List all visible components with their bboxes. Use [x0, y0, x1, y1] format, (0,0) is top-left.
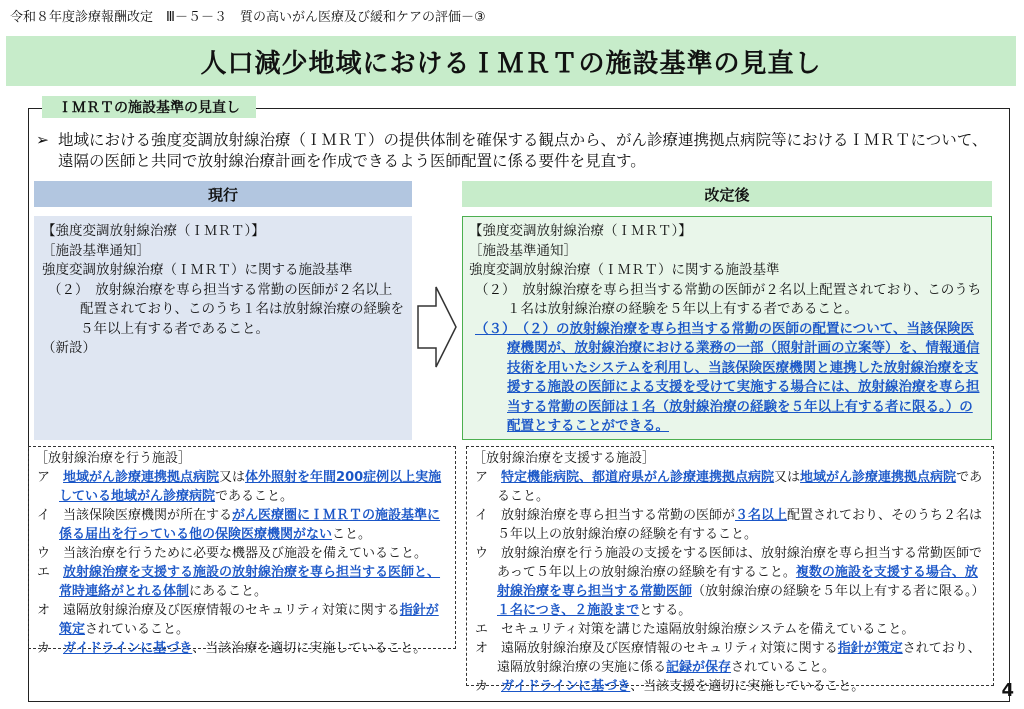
- treating-facility-title: ［放射線治療を行う施設］: [35, 451, 192, 466]
- highlighted-text: 地域がん診療連携拠点病院: [800, 470, 957, 485]
- item-marker: イ: [475, 508, 502, 523]
- current-new-note: （新設）: [42, 340, 96, 356]
- item-text: であること。: [215, 489, 294, 504]
- current-line: 強度変調放射線治療（ＩＭＲＴ）に関する施設基準: [42, 262, 353, 278]
- item-marker: オ: [475, 641, 502, 656]
- item-text: されていること。: [85, 622, 190, 637]
- lead-text: 地域における強度変調放射線治療（ＩＭＲＴ）の提供体制を確保する観点から、がん診療連携拠点病院等におけるＩＭＲＴについて、遠隔の医師と共同で放射線治療計画を作成できるよう医師配置に係る要件を見直す。: [58, 131, 988, 170]
- list-item: [473, 620, 987, 639]
- item-marker: カ: [37, 641, 64, 656]
- highlighted-text: 指針が策定: [59, 603, 439, 637]
- revised-box: [462, 216, 992, 440]
- item-text: こと。: [332, 527, 372, 542]
- item-text: （放射線治療の経験を５年以上有する者に限る。）: [692, 584, 985, 599]
- revised-line: ［施設基準通知］: [469, 242, 577, 259]
- item-marker: ウ: [475, 546, 502, 561]
- arrow-bullet-icon: ➢: [36, 131, 49, 149]
- item-text: 遠隔放射線治療及び医療情報のセキュリティ対策に関する: [63, 603, 400, 618]
- current-box: [34, 216, 412, 440]
- item-text: 放射線治療を行う施設の支援をする医師は、放射線治療を専ら担当する常勤医師であって５年以上の放射線治療の経験を有すること。: [497, 546, 983, 580]
- current-line: 【強度変調放射線治療（ＩＭＲＴ）】: [42, 223, 265, 239]
- highlighted-text: ガイドラインに基づき: [501, 679, 631, 694]
- right-arrow-icon: [416, 284, 458, 370]
- item-text: 遠隔放射線治療及び医療情報のセキュリティ対策に関する: [501, 641, 838, 656]
- current-line: ［施設基準通知］: [42, 242, 150, 259]
- item-text: 、当該支援を適切に実施していること。: [630, 679, 865, 694]
- list-item: [473, 544, 987, 620]
- highlighted-text: 複数の施設を支援する場合、放射線治療を専ら担当する常勤医師: [497, 565, 978, 599]
- supporting-facility-box: [466, 446, 994, 694]
- item-text: にあること。: [189, 584, 268, 599]
- list-item: [473, 468, 987, 506]
- highlighted-text: １名につき、２施設まで: [497, 603, 640, 618]
- revised-item-2: （２） 放射線治療を専ら担当する常勤の医師が２名以上配置されており、このうち１名は放射線治療の経験を５年以上有する者であること。: [475, 281, 982, 317]
- list-item: [35, 601, 449, 639]
- highlighted-text: がん医療圏にＩＭＲＴの施設基準に係る届出を行っている他の保険医療機関がない: [59, 508, 441, 542]
- item-text: 又は: [774, 470, 801, 485]
- item-text: 当該治療を行うために必要な機器及び施設を備えていること。: [63, 546, 428, 561]
- item-text: 又は: [219, 470, 246, 485]
- supporting-facility-title: ［放射線治療を支援する施設］: [473, 451, 656, 466]
- list-item: [35, 506, 449, 544]
- item-text: されており、遠隔放射線治療の実施に係る: [497, 641, 981, 675]
- revised-line: 【強度変調放射線治療（ＩＭＲＴ）】: [469, 223, 692, 239]
- item-text: されていること。: [731, 660, 836, 675]
- item-marker: エ: [475, 622, 502, 637]
- treating-facility-list: [35, 468, 449, 658]
- item-text: 配置されており、そのうち２名は５年以上の放射線治療の経験を有すること。: [497, 508, 983, 542]
- revised-line: 強度変調放射線治療（ＩＭＲＴ）に関する施設基準: [469, 262, 780, 278]
- highlighted-text: ガイドラインに基づき: [63, 641, 193, 656]
- item-text: 放射線治療を専ら担当する常勤の医師が: [501, 508, 736, 523]
- item-marker: ア: [475, 470, 502, 485]
- highlighted-text: 記録が保存: [666, 660, 732, 675]
- item-marker: イ: [37, 508, 64, 523]
- breadcrumb: 令和８年度診療報酬改定 Ⅲ－５－３ 質の高いがん医療及び緩和ケアの評価－③: [10, 10, 486, 25]
- list-item: [473, 677, 987, 696]
- item-marker: カ: [475, 679, 502, 694]
- highlighted-text: ３名以上: [735, 508, 788, 523]
- highlighted-text: 体外照射を年間200症例以上実施している地域がん診療病院: [59, 470, 442, 504]
- list-item: [35, 563, 449, 601]
- item-text: 、当該治療を適切に実施していること。: [192, 641, 427, 656]
- highlighted-text: 放射線治療を支援する施設の放射線治療を専ら担当する医師と、常時連絡がとれる体制: [59, 565, 441, 599]
- current-item-2: （２） 放射線治療を専ら担当する常勤の医師が２名以上配置されており、このうち１名は放射線治療の経験を５年以上有する者であること。: [48, 281, 404, 337]
- item-marker: ウ: [37, 546, 64, 561]
- list-item: [35, 468, 449, 506]
- list-item: [473, 639, 987, 677]
- section-label: ＩＭＲＴの施設基準の見直し: [42, 96, 256, 118]
- list-item: [35, 544, 449, 563]
- title-band: [6, 36, 1016, 86]
- item-text: とする。: [639, 603, 692, 618]
- page-number: 4: [1001, 680, 1014, 701]
- list-item: [35, 639, 449, 658]
- revised-heading: 改定後: [462, 181, 992, 207]
- supporting-facility-list: [473, 468, 987, 696]
- item-marker: オ: [37, 603, 64, 618]
- item-marker: ア: [37, 470, 64, 485]
- list-item: [473, 506, 987, 544]
- page-title: 人口減少地域におけるＩＭＲＴの施設基準の見直し: [200, 48, 822, 79]
- item-marker: エ: [37, 565, 64, 580]
- revised-item-3: （３） （２）の放射線治療を専ら担当する常勤の医師の配置について、当該保険医療機関が、放射線治療における業務の一部（照射計画の立案等）を、情報通信技術を用いたシステムを利用し、当該保険医療機関と連携した放射線治療を支援する施設の医師による支援を受けて実施する場合には、放射線治療を専ら担当する常勤の医師は１名（放射線治療の経験を５年以上有する者に限る。）の配置とすることができる。: [475, 320, 980, 434]
- item-text: 当該保険医療機関が所在する: [63, 508, 233, 523]
- highlighted-text: 特定機能病院、都道府県がん診療連携拠点病院: [501, 470, 775, 485]
- item-text: であること。: [497, 470, 983, 504]
- item-text: セキュリティ対策を講じた遠隔放射線治療システムを備えていること。: [501, 622, 915, 637]
- highlighted-text: 地域がん診療連携拠点病院: [63, 470, 220, 485]
- lead-paragraph: [36, 130, 1000, 172]
- treating-facility-box: [28, 446, 456, 656]
- highlighted-text: 指針が策定: [837, 641, 903, 656]
- current-heading: 現行: [34, 181, 412, 207]
